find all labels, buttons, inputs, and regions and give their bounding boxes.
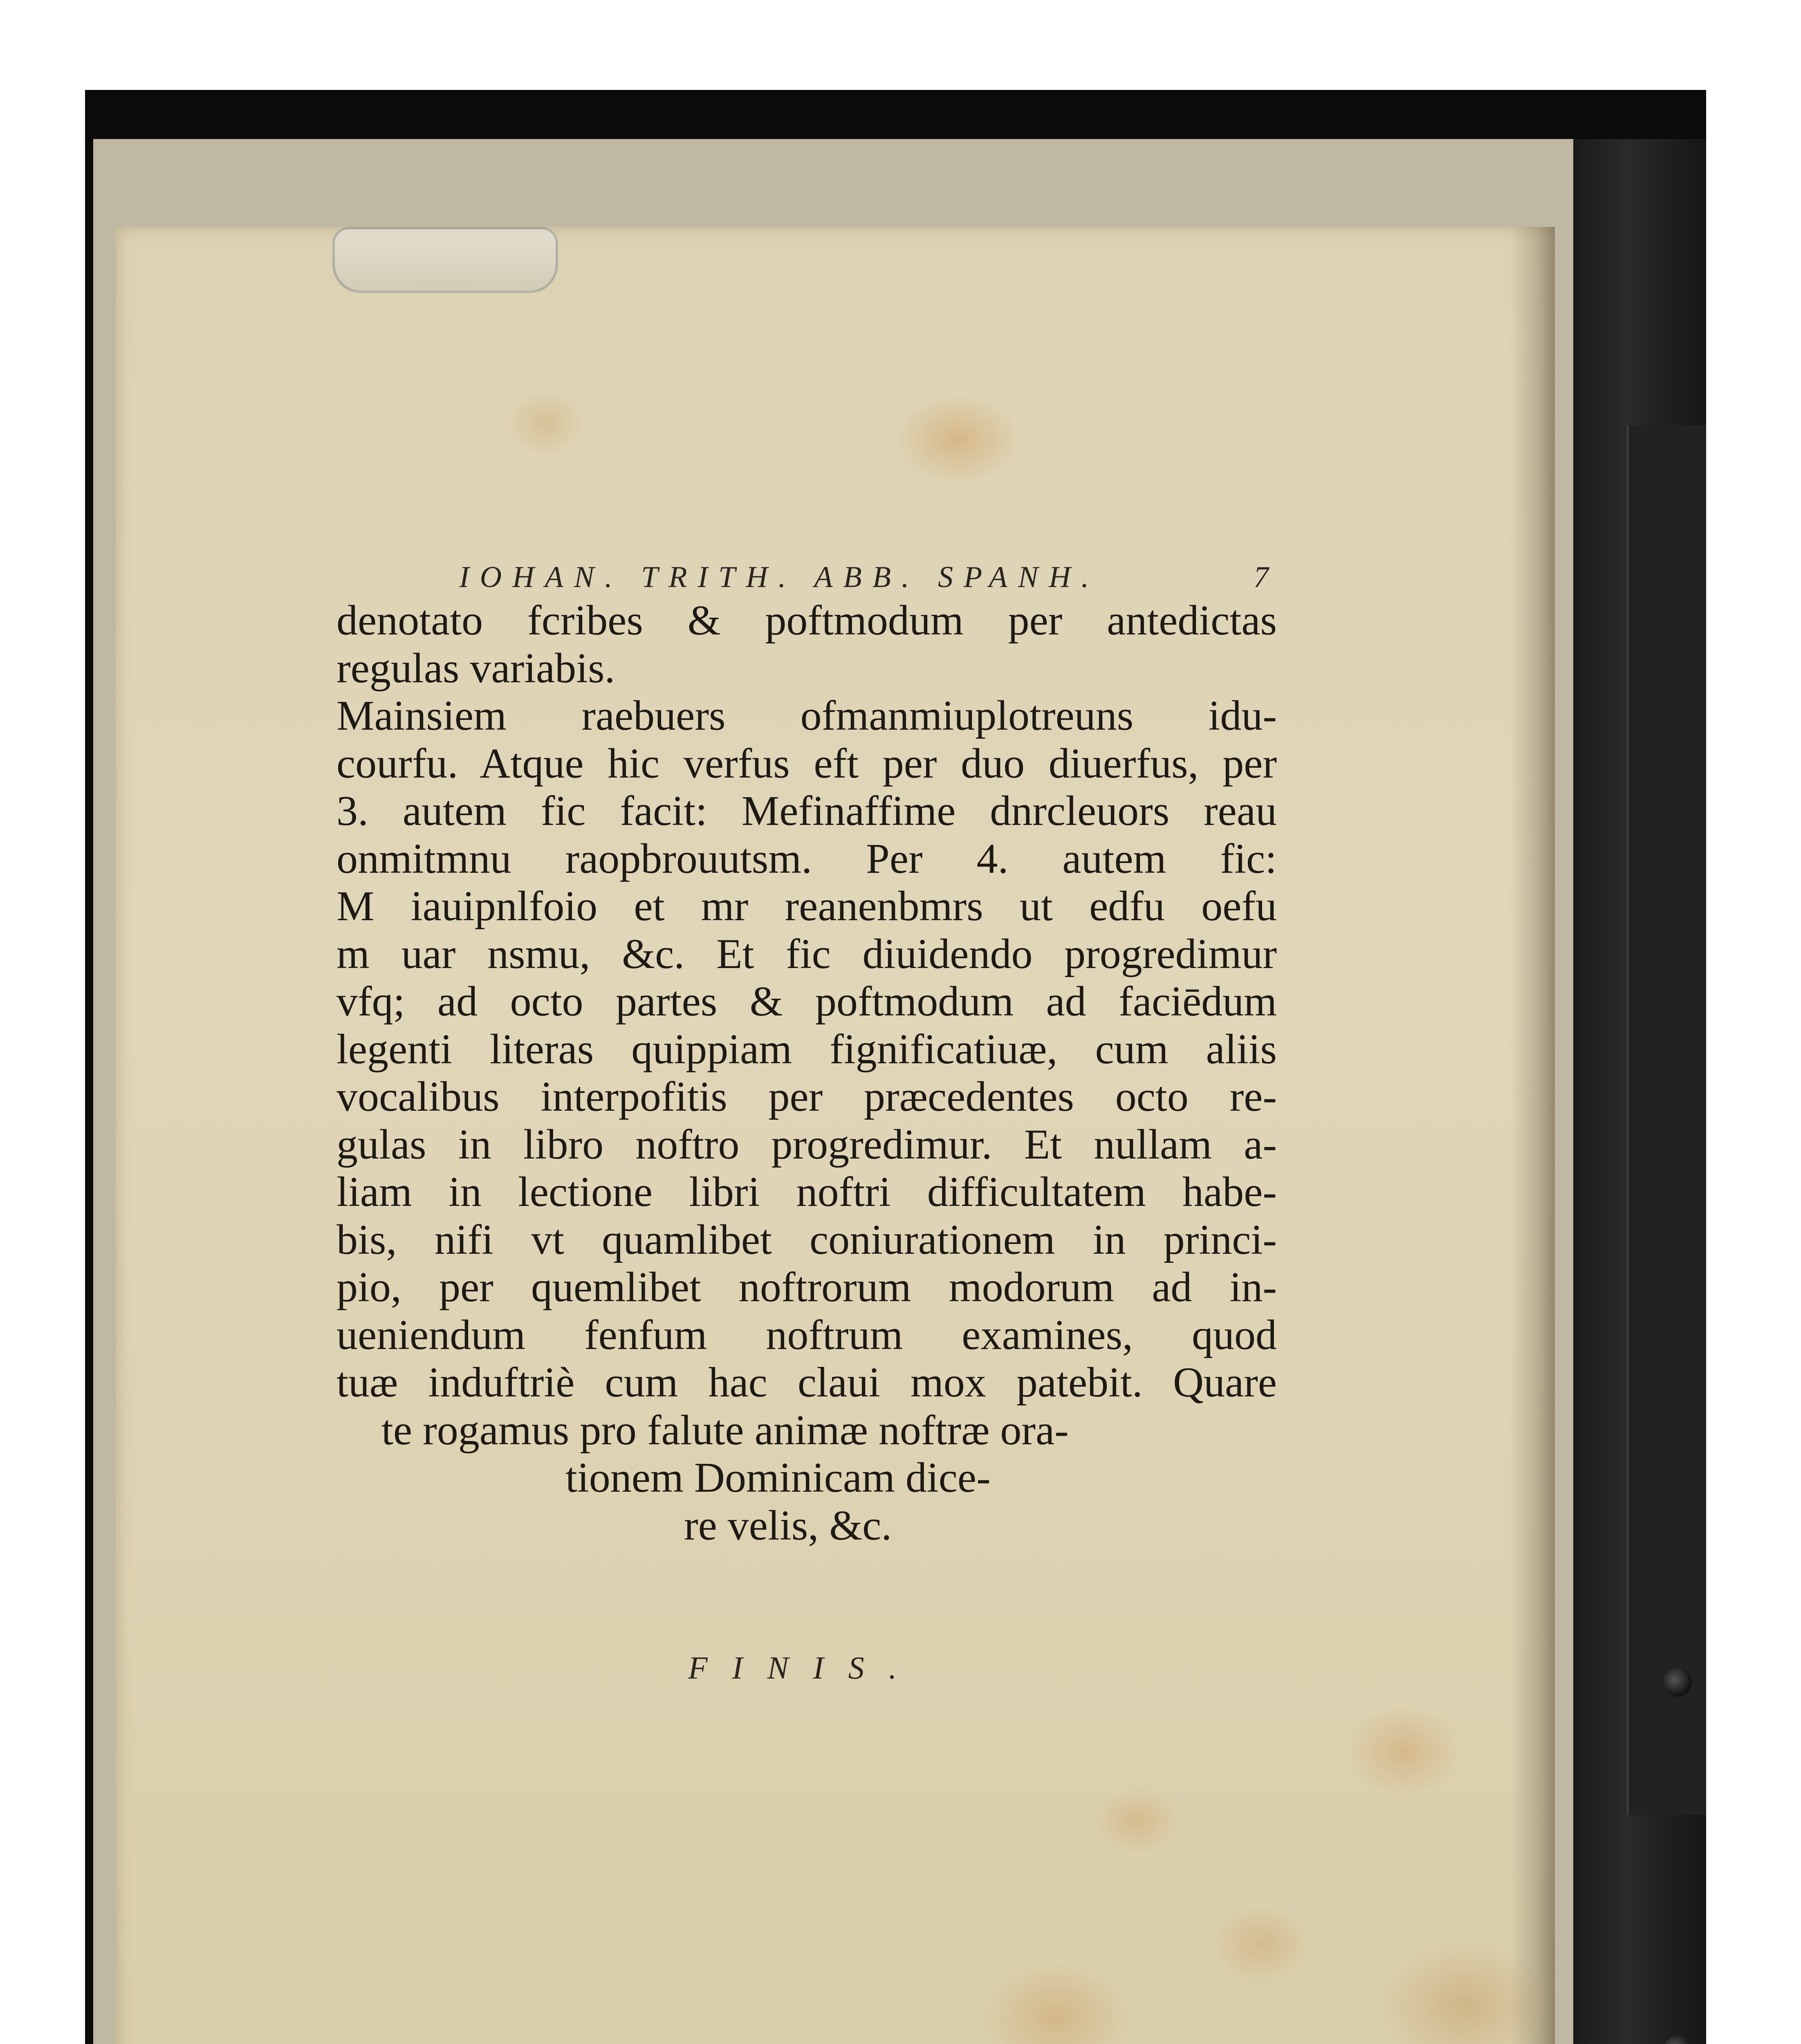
page-clip-icon [332, 227, 558, 293]
finis: FINIS. [688, 1650, 922, 1685]
page-fold [1510, 227, 1555, 2044]
text-line: M iauipnlfoio et mr reanenbmrs ut edfu oefu [336, 883, 1277, 930]
text-line: denotato fcribes & poftmodum per antedictas [336, 597, 1277, 644]
text-line: legenti literas quippiam fignificatiuæ, cum aliis [336, 1025, 1277, 1073]
text-line: liam in lectione libri noftri difficultatem habe- [336, 1168, 1277, 1215]
text-line: onmitmnu raopbrouutsm. Per 4. autem fic: [336, 835, 1277, 882]
running-head [459, 560, 1269, 595]
text-line: vfq; ad octo partes & poftmodum ad faciēdum [336, 978, 1277, 1025]
running-head-title: IOHAN. TRITH. ABB. SPANH. [459, 560, 1100, 594]
body-text [336, 597, 1277, 1549]
text-line: re velis, &c. [684, 1502, 892, 1549]
text-line: regulas variabis. [336, 644, 615, 692]
text-line: 3. autem fic facit: Mefinaffime dnrcleuors reau [336, 787, 1277, 834]
text-line: bis, nifi vt quamlibet coniurationem in princi- [336, 1216, 1277, 1263]
text-line: te rogamus pro falute animæ noftræ ora- [381, 1406, 1069, 1454]
text-line: tionem Dominicam dice- [565, 1454, 991, 1501]
text-line: vocalibus interpofitis per præcedentes octo re- [336, 1073, 1277, 1120]
text-line: courfu. Atque hic verfus eft per duo diuerfus, per [336, 740, 1277, 787]
text-line: m uar nsmu, &c. Et fic diuidendo progredimur [336, 930, 1277, 977]
text-line: ueniendum fenfum noftrum examines, quod [336, 1311, 1277, 1358]
rig-knob-icon [1663, 1668, 1692, 1697]
text-line: Mainsiem raebuers ofmanmiuplotreuns idu- [336, 692, 1277, 739]
scan-image [85, 90, 1706, 2044]
page-number: 7 [1254, 560, 1269, 594]
book-page [116, 227, 1555, 2044]
text-line: tuæ induftriè cum hac claui mox patebit. Quare [336, 1359, 1277, 1406]
book-board [93, 139, 1573, 2044]
scanner-panel [1626, 425, 1706, 1815]
text-line: pio, per quemlibet noftrorum modorum ad in- [336, 1264, 1277, 1311]
text-line: gulas in libro noftro progredimur. Et nullam a- [336, 1121, 1277, 1168]
